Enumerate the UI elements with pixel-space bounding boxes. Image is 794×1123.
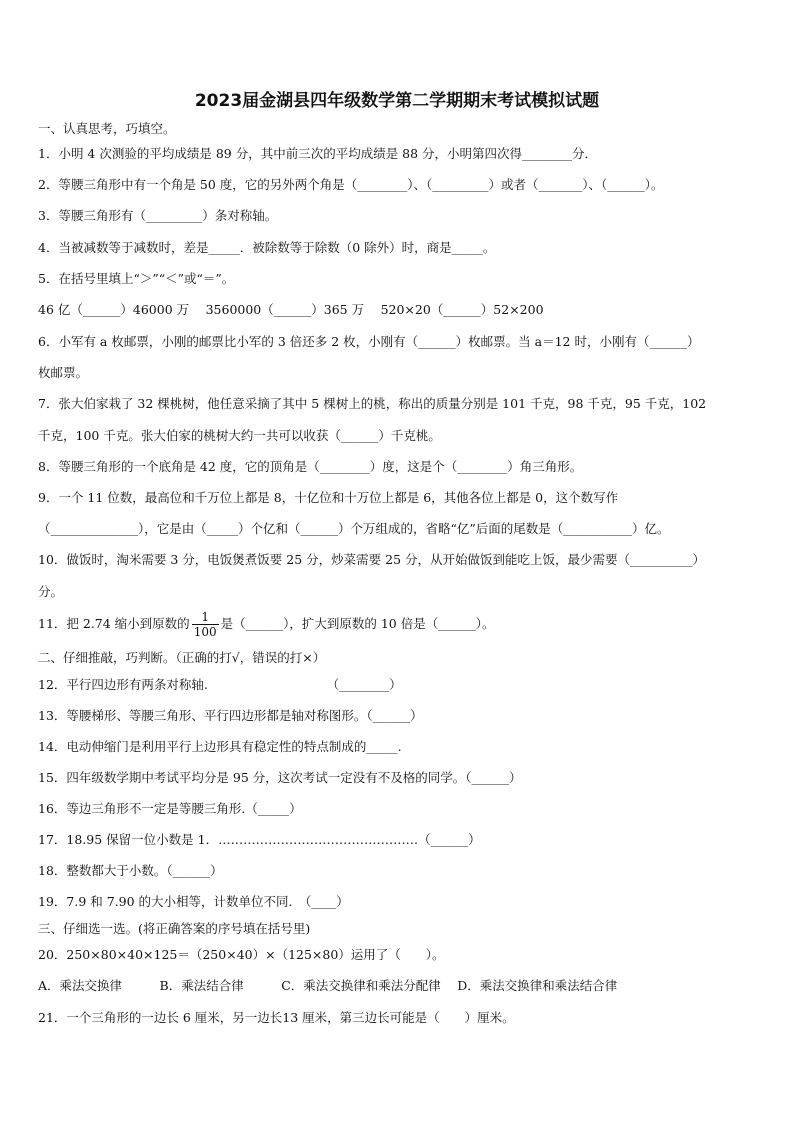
section-heading: 三、仔细选一选。(将正确答案的序号填在括号里) bbox=[38, 921, 311, 936]
answer-options: A．乘法交换律 B．乘法结合律 C．乘法交换律和乘法分配律 D．乘法交换律和乘法结合律 bbox=[38, 978, 618, 993]
question-line: 5．在括号里填上“＞”“＜”或“＝”。 bbox=[38, 271, 235, 286]
question-line: 20．250×80×40×125＝（250×40）×（125×80）运用了（ ）。 bbox=[38, 947, 445, 962]
question-line: 13．等腰梯形、等腰三角形、平行四边形都是轴对称图形。（______） bbox=[38, 708, 423, 723]
question-line: 16．等边三角形不一定是等腰三角形.（_____） bbox=[38, 801, 302, 816]
question-11 bbox=[38, 609, 768, 639]
question-line: 7．张大伯家栽了 32 棵桃树，他任意采摘了其中 5 棵树上的桃，称出的质量分别是 101 千克，98 千克，95 千克，102 bbox=[38, 396, 707, 411]
question-line: 18．整数都大于小数。（______） bbox=[38, 863, 223, 878]
question-line: 8．等腰三角形的一个底角是 42 度，它的顶角是（________）度，这是个（________）角三角形。 bbox=[38, 459, 583, 474]
question-line: 14．电动伸缩门是利用平行上边形具有稳定性的特点制成的_____. bbox=[38, 739, 402, 754]
question-line: 9．一个 11 位数，最高位和千万位上都是 8，十亿位和十万位上都是 6，其他各位上都是 0，这个数写作 bbox=[38, 490, 619, 505]
question-line: 12．平行四边形有两条对称轴. （________） bbox=[38, 677, 402, 692]
question-line: 3．等腰三角形有（_________）条对称轴。 bbox=[38, 208, 278, 223]
question-line: 19．7.9 和 7.90 的大小相等，计数单位不同. （____） bbox=[38, 894, 349, 909]
question-line: 4．当被减数等于减数时，差是_____．被除数等于除数（0 除外）时，商是_____。 bbox=[38, 240, 496, 255]
question-line: 分。 bbox=[38, 584, 64, 599]
question-line: 46 亿（______）46000 万 3560000（______）365 万 520×20（______）52×200 bbox=[38, 302, 544, 317]
question-11-before: 11．把 2.74 缩小到原数的 bbox=[38, 616, 190, 631]
question-line: 17．18.95 保留一位小数是 1．…………………………………………（______） bbox=[38, 832, 481, 847]
question-line: 6．小军有 a 枚邮票，小刚的邮票比小军的 3 倍还多 2 枚，小刚有（______）枚邮票。当 a＝12 时，小刚有（______） bbox=[38, 334, 700, 349]
page-title: 2023届金湖县四年级数学第二学期期末考试模拟试题 bbox=[194, 91, 600, 111]
question-line: 千克，100 千克。张大伯家的桃树大约一共可以收获（______）千克桃。 bbox=[38, 428, 441, 443]
section-heading: 一、认真思考，巧填空。 bbox=[38, 121, 176, 136]
question-line: 10．做饭时，淘米需要 3 分，电饭煲煮饭要 25 分，炒菜需要 25 分，从开始做饭到能吃上饭，最少需要（__________） bbox=[38, 552, 706, 567]
fraction-numerator: 1 bbox=[201, 610, 209, 624]
question-11-after: 是（______），扩大到原数的 10 倍是（______）。 bbox=[220, 616, 495, 631]
question-line: 21．一个三角形的一边长 6 厘米，另一边长13 厘米，第三边长可能是（ ）厘米。 bbox=[38, 1010, 515, 1025]
question-line: 2．等腰三角形中有一个角是 50 度，它的另外两个角是（________）、（_________）或者（_______）、（______）。 bbox=[38, 177, 664, 192]
section-heading: 二、仔细推敲，巧判断。（正确的打√，错误的打×） bbox=[38, 650, 326, 665]
question-line: （______________），它是由（_____）个亿和（______）个万组成的，省略“亿”后面的尾数是（___________）亿。 bbox=[38, 521, 670, 536]
question-line: 15．四年级数学期中考试平均分是 95 分，这次考试一定没有不及格的同学。（______） bbox=[38, 770, 522, 785]
fraction-denominator: 100 bbox=[193, 625, 217, 639]
question-line: 枚邮票。 bbox=[38, 365, 89, 380]
fraction bbox=[192, 610, 219, 639]
question-line: 1．小明 4 次测验的平均成绩是 89 分，其中前三次的平均成绩是 88 分，小明第四次得________分． bbox=[38, 146, 598, 161]
